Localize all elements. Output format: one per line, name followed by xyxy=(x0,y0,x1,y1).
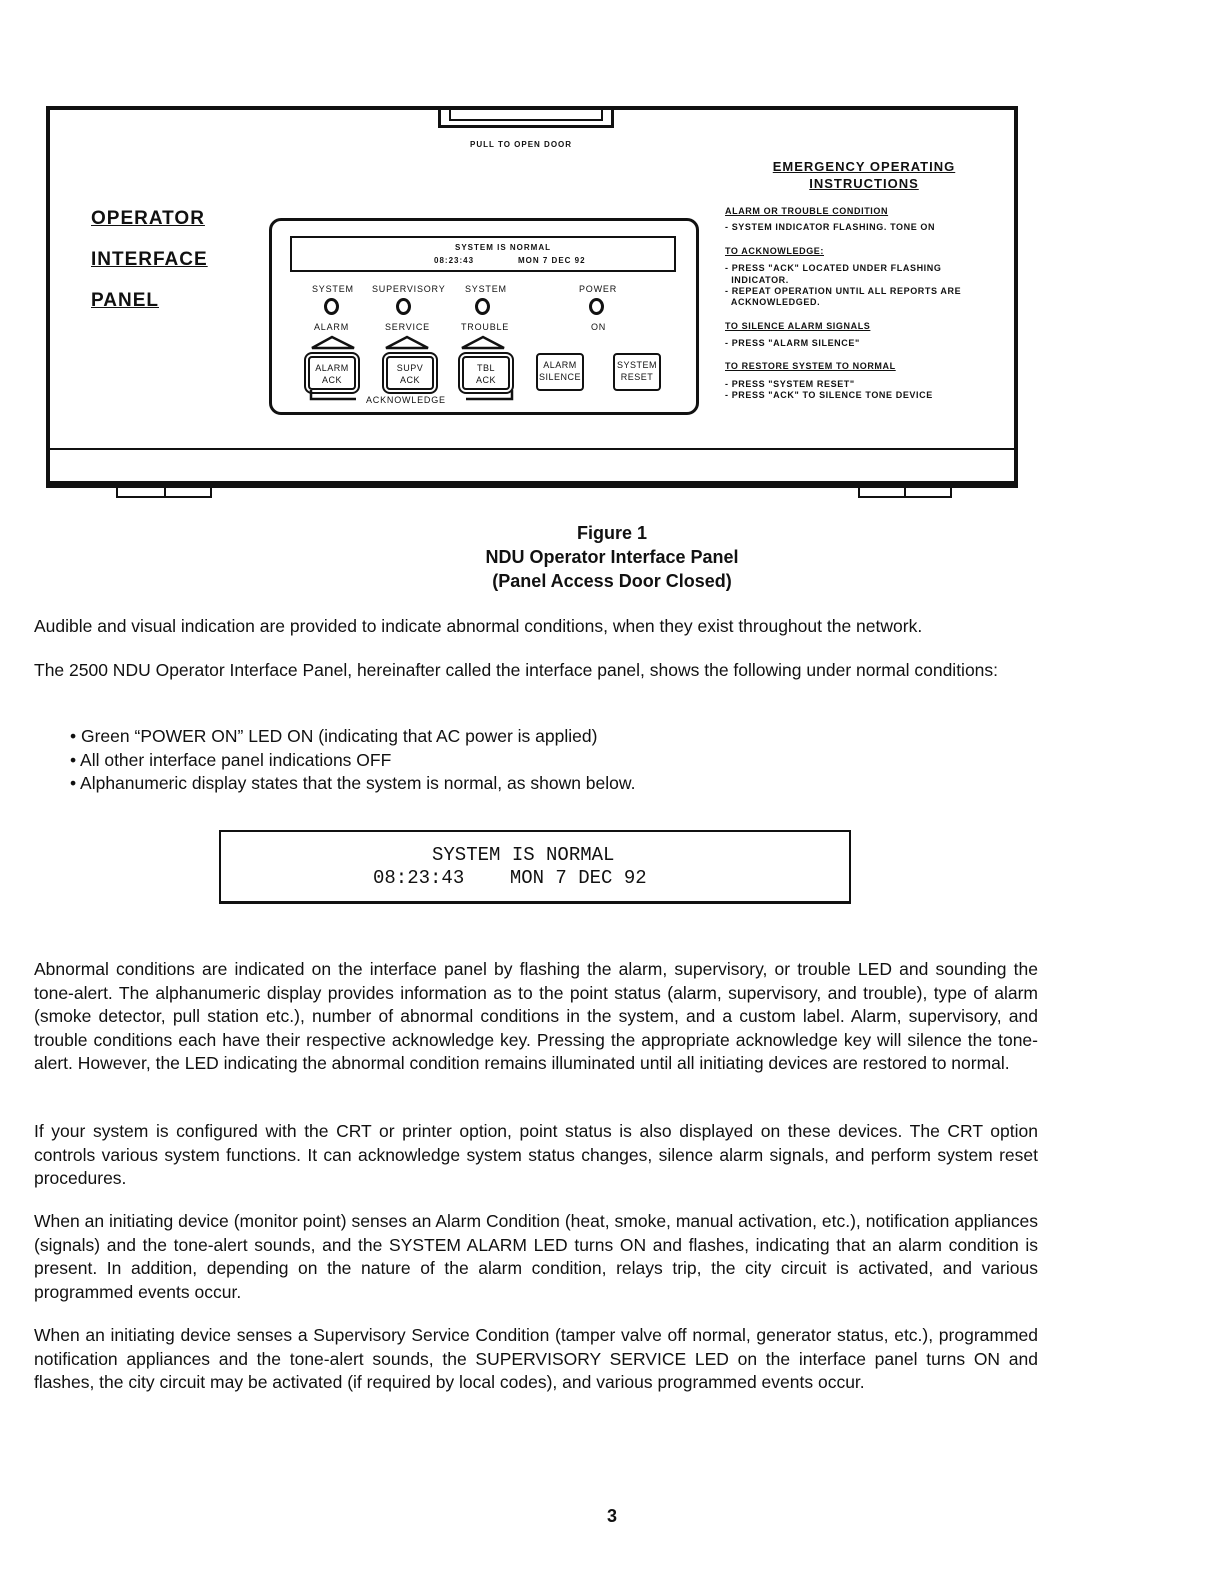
instructions-heading-2: INSTRUCTIONS xyxy=(809,176,919,191)
display-line2: 08:23:43 MON 7 DEC 92 xyxy=(373,867,647,889)
acknowledge-label: ACKNOWLEDGE xyxy=(366,395,446,405)
instr-silence: TO SILENCE ALARM SIGNALS xyxy=(725,321,871,331)
paragraph: Audible and visual indication are provided to indicate abnormal conditions, when they exist throughout the network. xyxy=(34,616,923,636)
instructions-heading-1: EMERGENCY OPERATING xyxy=(772,159,956,174)
door-label: PULL TO OPEN DOOR xyxy=(470,140,573,149)
mini-alphanumeric-display xyxy=(290,236,676,272)
instr-acknowledge-text: ACKNOWLEDGED. xyxy=(725,297,821,307)
panel-title-line: INTERFACE xyxy=(91,249,208,270)
led-label-supervisory: SUPERVISORY xyxy=(372,284,446,294)
led-label-system: SYSTEM xyxy=(312,284,354,294)
paragraph: Abnormal conditions are indicated on the interface panel by flashing the alarm, supervisory, or trouble LED and sounding the tone-alert. The alphanumeric display provides information as to the point status (alarm, supervisory, and trouble), type of alarm (smoke detector, pull station etc.), number of abnormal conditions in the system, and a custom label. Alarm, supervisory, and trouble conditions each have their respective acknowledge key. Pressing the appropriate acknowledge key will silence the tone-alert. However, the LED indicating the abnormal condition remains illuminated until all initiating devices are restored to normal. xyxy=(34,959,1038,1073)
panel-foot-right xyxy=(858,488,952,498)
panel-door-line xyxy=(50,448,1016,450)
page-number: 3 xyxy=(606,1506,617,1526)
instr-acknowledge-text: - REPEAT OPERATION UNTIL ALL REPORTS ARE xyxy=(725,286,962,296)
paragraph: When an initiating device (monitor point) senses an Alarm Condition (heat, smoke, manual activation, etc.), notification appliances (signals) and the tone-alert sounds, and the SYSTEM ALARM LED turns ON and flashes, indicating that an alarm condition is present. In addition, depending on the nature of the alarm condition, relays trip, the city circuit is activated, and various programmed events occur. xyxy=(34,1211,1038,1302)
paragraph: The 2500 NDU Operator Interface Panel, hereinafter called the interface panel, shows the following under normal conditions: xyxy=(34,660,999,680)
mini-display-date: MON 7 DEC 92 xyxy=(518,256,586,265)
system-reset-key[interactable]: SYSTEM RESET xyxy=(613,353,661,391)
instr-restore-text: - PRESS "ACK" TO SILENCE TONE DEVICE xyxy=(725,390,933,400)
instr-alarm-condition-text: - SYSTEM INDICATOR FLASHING. TONE ON xyxy=(725,222,936,232)
power-led-icon xyxy=(589,298,604,315)
panel-foot-left xyxy=(116,488,212,498)
mini-display-time: 08:23:43 xyxy=(434,256,475,265)
bullet-list xyxy=(70,725,635,796)
paragraph: If your system is configured with the CRT or printer option, point status is also displayed on these devices. The CRT option controls various system functions. It can acknowledge system status changes, silence alarm signals, and perform system reset procedures. xyxy=(34,1121,1038,1188)
panel-title-line: OPERATOR xyxy=(91,208,205,229)
led-label-on: ON xyxy=(591,322,607,332)
instr-acknowledge: TO ACKNOWLEDGE: xyxy=(725,246,824,256)
alarm-led-icon xyxy=(324,298,339,315)
supv-ack-key[interactable]: SUPV ACK xyxy=(386,356,434,390)
mini-display-line1: SYSTEM IS NORMAL xyxy=(455,243,552,252)
display-line1: SYSTEM IS NORMAL xyxy=(432,844,615,866)
instr-restore: TO RESTORE SYSTEM TO NORMAL xyxy=(725,361,896,371)
tbl-ack-key[interactable]: TBL ACK xyxy=(462,356,510,390)
bullet-item: • Green “POWER ON” LED ON (indicating that AC power is applied) xyxy=(70,726,598,746)
door-handle xyxy=(438,108,614,128)
figure-caption-number: Figure 1 xyxy=(576,523,647,543)
led-label-system-trouble: SYSTEM xyxy=(465,284,507,294)
ack-chevrons-icon xyxy=(308,334,528,352)
led-label-power: POWER xyxy=(579,284,618,294)
bullet-item: • All other interface panel indications OFF xyxy=(70,749,392,770)
service-led-icon xyxy=(396,298,411,315)
alphanumeric-display-example xyxy=(219,830,851,904)
instr-acknowledge-text: INDICATOR. xyxy=(725,275,789,285)
paragraph: When an initiating device senses a Supervisory Service Condition (tamper valve off normal, generator status, etc.), programmed notification appliances and the tone-alert sounds, the SUPERVISORY SERVICE LED on the interface panel turns ON and flashes, the city circuit may be activated (if required by local codes), and various programmed events occur. xyxy=(34,1325,1038,1392)
instr-alarm-condition: ALARM OR TROUBLE CONDITION xyxy=(725,206,889,216)
led-label-alarm: ALARM xyxy=(314,322,350,332)
instr-acknowledge-text: - PRESS "ACK" LOCATED UNDER FLASHING xyxy=(725,263,942,273)
instr-silence-text: - PRESS "ALARM SILENCE" xyxy=(725,338,860,348)
led-label-trouble: TROUBLE xyxy=(461,322,510,332)
led-label-service: SERVICE xyxy=(385,322,430,332)
figure-caption-subtitle: (Panel Access Door Closed) xyxy=(492,571,732,591)
bullet-item: • Alphanumeric display states that the system is normal, as shown below. xyxy=(70,773,636,793)
alarm-silence-key[interactable]: ALARM SILENCE xyxy=(536,353,584,391)
panel-title xyxy=(91,198,208,321)
trouble-led-icon xyxy=(475,298,490,315)
instr-restore-text: - PRESS "SYSTEM RESET" xyxy=(725,379,855,389)
alarm-ack-key[interactable]: ALARM ACK xyxy=(308,356,356,390)
figure-caption-title: NDU Operator Interface Panel xyxy=(485,547,739,567)
panel-title-line: PANEL xyxy=(91,290,159,311)
